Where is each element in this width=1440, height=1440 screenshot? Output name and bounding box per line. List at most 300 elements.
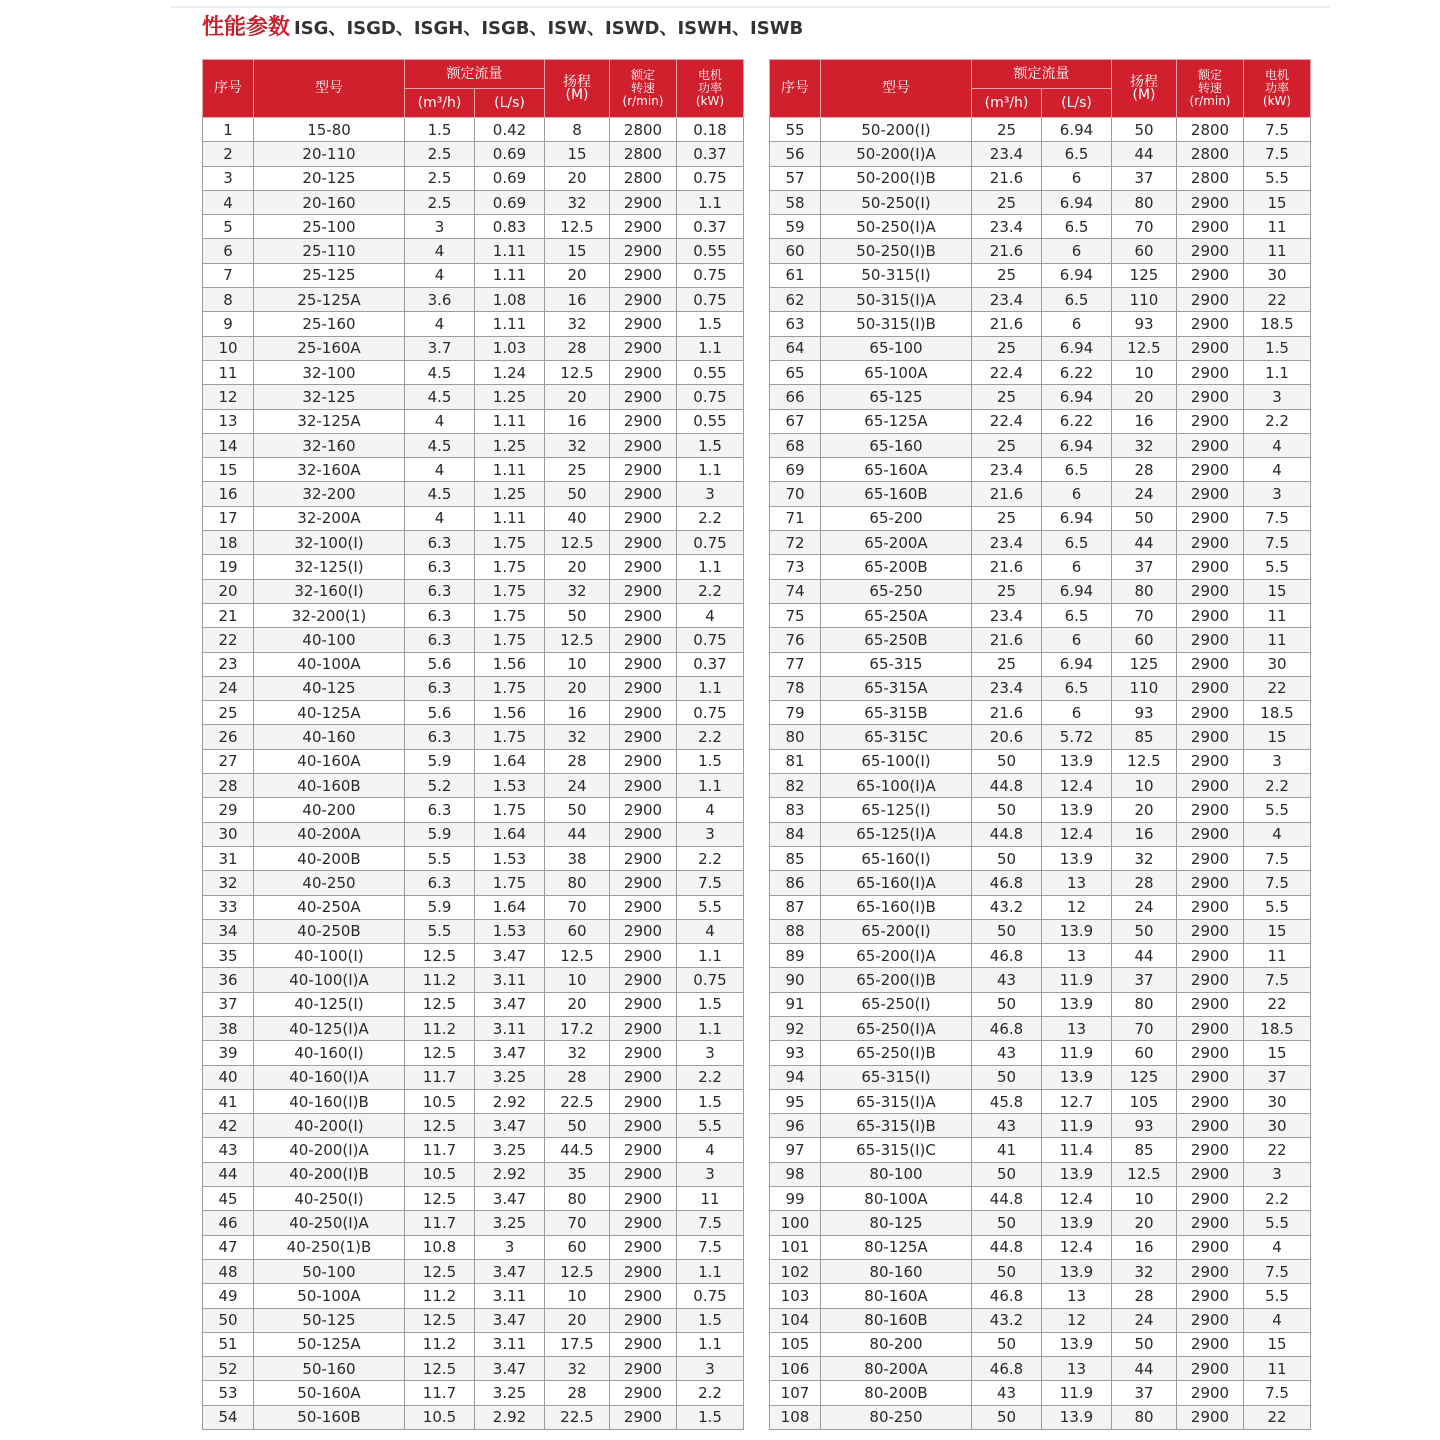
cell-speed: 2900 — [1177, 482, 1244, 506]
cell-head: 70 — [1112, 1016, 1177, 1040]
cell-head: 50 — [1112, 506, 1177, 530]
cell-power: 3 — [677, 1357, 744, 1381]
cell-flow-m3h: 23.4 — [972, 676, 1042, 700]
cell-flow-m3h: 45.8 — [972, 1089, 1042, 1113]
table-row — [203, 360, 744, 384]
cell-flow-m3h: 20.6 — [972, 725, 1042, 749]
cell-power: 5.5 — [1244, 555, 1311, 579]
header-flow-ls: (L/s) — [475, 89, 545, 118]
cell-flow-m3h: 25 — [972, 652, 1042, 676]
cell-flow-m3h: 50 — [972, 1332, 1042, 1356]
cell-flow-ls: 2.92 — [475, 1089, 545, 1113]
cell-power: 4 — [677, 919, 744, 943]
header-head-unit: (M) — [1132, 86, 1156, 103]
cell-flow-ls: 0.69 — [475, 190, 545, 214]
cell-power: 4 — [1244, 822, 1311, 846]
cell-flow-ls: 5.72 — [1042, 725, 1112, 749]
cell-model: 65-250 — [821, 579, 972, 603]
cell-model: 32-200A — [254, 506, 405, 530]
cell-speed: 2900 — [610, 1284, 677, 1308]
cell-flow-ls: 1.11 — [475, 409, 545, 433]
cell-seq: 43 — [203, 1138, 254, 1162]
cell-flow-m3h: 11.2 — [405, 968, 475, 992]
table-row — [770, 239, 1311, 263]
cell-head: 80 — [545, 871, 610, 895]
cell-flow-m3h: 11.7 — [405, 1065, 475, 1089]
cell-power: 11 — [1244, 603, 1311, 627]
table-row — [770, 919, 1311, 943]
cell-power: 7.5 — [1244, 531, 1311, 555]
cell-model: 50-315(I) — [821, 263, 972, 287]
cell-head: 16 — [545, 288, 610, 312]
cell-speed: 2900 — [610, 1162, 677, 1186]
cell-power: 2.2 — [677, 846, 744, 870]
cell-seq: 26 — [203, 725, 254, 749]
cell-flow-m3h: 4 — [405, 506, 475, 530]
cell-seq: 16 — [203, 482, 254, 506]
cell-speed: 2900 — [1177, 506, 1244, 530]
cell-power: 1.1 — [677, 944, 744, 968]
cell-power: 11 — [1244, 628, 1311, 652]
cell-power: 30 — [1244, 263, 1311, 287]
table-row — [203, 628, 744, 652]
cell-seq: 31 — [203, 846, 254, 870]
cell-head: 32 — [545, 433, 610, 457]
table-row — [203, 433, 744, 457]
cell-seq: 88 — [770, 919, 821, 943]
cell-model: 65-315(I)C — [821, 1138, 972, 1162]
cell-flow-ls: 6 — [1042, 555, 1112, 579]
cell-head: 50 — [545, 482, 610, 506]
cell-head: 44 — [1112, 531, 1177, 555]
cell-power: 0.37 — [677, 652, 744, 676]
table-row — [770, 458, 1311, 482]
table-row — [203, 506, 744, 530]
cell-head: 28 — [1112, 871, 1177, 895]
cell-head: 20 — [545, 166, 610, 190]
cell-head: 50 — [545, 798, 610, 822]
cell-flow-m3h: 25 — [972, 579, 1042, 603]
cell-model: 80-250 — [821, 1405, 972, 1429]
cell-seq: 37 — [203, 992, 254, 1016]
cell-flow-ls: 11.4 — [1042, 1138, 1112, 1162]
cell-model: 25-125 — [254, 263, 405, 287]
cell-model: 32-160A — [254, 458, 405, 482]
table-row — [770, 336, 1311, 360]
cell-power: 22 — [1244, 288, 1311, 312]
title-models: ISG、ISGD、ISGH、ISGB、ISW、ISWD、ISWH、ISWB — [294, 18, 804, 39]
cell-model: 65-315 — [821, 652, 972, 676]
cell-model: 65-250A — [821, 603, 972, 627]
cell-model: 50-200(I) — [821, 118, 972, 142]
cell-model: 50-160A — [254, 1381, 405, 1405]
cell-seq: 22 — [203, 628, 254, 652]
table-row — [203, 531, 744, 555]
cell-seq: 28 — [203, 774, 254, 798]
cell-head: 37 — [1112, 166, 1177, 190]
cell-seq: 68 — [770, 433, 821, 457]
cell-flow-m3h: 12.5 — [405, 1041, 475, 1065]
cell-flow-ls: 11.9 — [1042, 1041, 1112, 1065]
cell-power: 5.5 — [1244, 166, 1311, 190]
cell-flow-m3h: 12.5 — [405, 1114, 475, 1138]
cell-model: 80-160 — [821, 1259, 972, 1283]
cell-model: 40-160(I) — [254, 1041, 405, 1065]
header-speed-unit: (r/min) — [622, 94, 664, 108]
cell-flow-ls: 6 — [1042, 628, 1112, 652]
cell-flow-m3h: 50 — [972, 749, 1042, 773]
cell-speed: 2900 — [610, 992, 677, 1016]
cell-model: 65-160A — [821, 458, 972, 482]
cell-speed: 2900 — [1177, 628, 1244, 652]
cell-head: 28 — [1112, 458, 1177, 482]
cell-model: 20-125 — [254, 166, 405, 190]
cell-power: 3 — [677, 1041, 744, 1065]
cell-speed: 2900 — [610, 1089, 677, 1113]
table-row — [203, 579, 744, 603]
cell-head: 20 — [1112, 1211, 1177, 1235]
cell-power: 3 — [677, 822, 744, 846]
cell-flow-ls: 13.9 — [1042, 1405, 1112, 1429]
cell-flow-ls: 1.25 — [475, 385, 545, 409]
table-row — [203, 701, 744, 725]
cell-power: 0.75 — [677, 288, 744, 312]
cell-speed: 2900 — [610, 215, 677, 239]
cell-speed: 2900 — [1177, 1405, 1244, 1429]
cell-model: 40-160A — [254, 749, 405, 773]
cell-flow-ls: 13.9 — [1042, 919, 1112, 943]
cell-flow-ls: 1.11 — [475, 458, 545, 482]
spec-table-body-right — [770, 118, 1311, 1430]
cell-flow-ls: 1.64 — [475, 895, 545, 919]
cell-flow-m3h: 44.8 — [972, 1187, 1042, 1211]
cell-head: 70 — [1112, 215, 1177, 239]
cell-model: 40-250(1)B — [254, 1235, 405, 1259]
cell-seq: 100 — [770, 1211, 821, 1235]
header-power-line2: 功率 — [1264, 81, 1289, 95]
cell-seq: 103 — [770, 1284, 821, 1308]
cell-head: 70 — [545, 1211, 610, 1235]
cell-seq: 63 — [770, 312, 821, 336]
cell-power: 3 — [1244, 749, 1311, 773]
cell-seq: 97 — [770, 1138, 821, 1162]
cell-seq: 23 — [203, 652, 254, 676]
cell-flow-ls: 3.11 — [475, 968, 545, 992]
cell-seq: 8 — [203, 288, 254, 312]
cell-head: 32 — [545, 1357, 610, 1381]
cell-head: 60 — [545, 919, 610, 943]
cell-model: 40-250(I) — [254, 1187, 405, 1211]
cell-model: 40-125(I)A — [254, 1016, 405, 1040]
cell-power: 22 — [1244, 676, 1311, 700]
cell-flow-ls: 3.47 — [475, 944, 545, 968]
cell-flow-m3h: 25 — [972, 190, 1042, 214]
cell-seq: 74 — [770, 579, 821, 603]
cell-power: 4 — [677, 798, 744, 822]
cell-flow-ls: 6.5 — [1042, 676, 1112, 700]
cell-flow-ls: 6 — [1042, 312, 1112, 336]
cell-power: 15 — [1244, 1041, 1311, 1065]
cell-power: 7.5 — [677, 1235, 744, 1259]
cell-seq: 93 — [770, 1041, 821, 1065]
cell-flow-ls: 3.11 — [475, 1016, 545, 1040]
cell-flow-m3h: 4 — [405, 409, 475, 433]
cell-seq: 71 — [770, 506, 821, 530]
cell-speed: 2900 — [610, 482, 677, 506]
cell-flow-m3h: 1.5 — [405, 118, 475, 142]
header-head — [545, 60, 610, 118]
cell-seq: 73 — [770, 555, 821, 579]
header-power — [677, 60, 744, 118]
cell-seq: 62 — [770, 288, 821, 312]
cell-head: 28 — [1112, 1284, 1177, 1308]
cell-model: 65-250B — [821, 628, 972, 652]
cell-speed: 2900 — [610, 1259, 677, 1283]
cell-seq: 42 — [203, 1114, 254, 1138]
cell-flow-m3h: 11.7 — [405, 1381, 475, 1405]
cell-flow-m3h: 25 — [972, 433, 1042, 457]
cell-model: 50-250(I)B — [821, 239, 972, 263]
cell-power: 5.5 — [1244, 895, 1311, 919]
table-row — [770, 701, 1311, 725]
cell-head: 60 — [545, 1235, 610, 1259]
cell-speed: 2900 — [610, 1114, 677, 1138]
cell-flow-ls: 6.94 — [1042, 579, 1112, 603]
cell-speed: 2900 — [610, 725, 677, 749]
cell-flow-ls: 1.75 — [475, 676, 545, 700]
cell-model: 80-160A — [821, 1284, 972, 1308]
cell-flow-ls: 3.47 — [475, 992, 545, 1016]
cell-power: 1.1 — [677, 1259, 744, 1283]
cell-power: 1.5 — [1244, 336, 1311, 360]
table-row — [770, 1138, 1311, 1162]
cell-power: 1.1 — [677, 676, 744, 700]
table-row — [203, 312, 744, 336]
cell-power: 7.5 — [1244, 1381, 1311, 1405]
cell-flow-m3h: 21.6 — [972, 166, 1042, 190]
cell-head: 15 — [545, 239, 610, 263]
cell-speed: 2900 — [610, 506, 677, 530]
cell-power: 1.1 — [677, 1016, 744, 1040]
cell-seq: 47 — [203, 1235, 254, 1259]
cell-flow-ls: 12.4 — [1042, 774, 1112, 798]
cell-speed: 2900 — [1177, 1308, 1244, 1332]
cell-seq: 59 — [770, 215, 821, 239]
cell-head: 12.5 — [1112, 1162, 1177, 1186]
cell-power: 1.5 — [677, 992, 744, 1016]
cell-seq: 35 — [203, 944, 254, 968]
cell-power: 1.5 — [677, 749, 744, 773]
cell-speed: 2900 — [1177, 555, 1244, 579]
table-row — [203, 142, 744, 166]
cell-flow-m3h: 43 — [972, 968, 1042, 992]
cell-power: 3 — [677, 482, 744, 506]
table-row — [770, 1187, 1311, 1211]
cell-head: 24 — [1112, 895, 1177, 919]
cell-flow-m3h: 12.5 — [405, 1357, 475, 1381]
cell-head: 70 — [1112, 603, 1177, 627]
cell-seq: 102 — [770, 1259, 821, 1283]
cell-flow-ls: 6 — [1042, 701, 1112, 725]
cell-flow-m3h: 50 — [972, 1065, 1042, 1089]
header-speed — [1177, 60, 1244, 118]
cell-power: 7.5 — [1244, 968, 1311, 992]
cell-head: 12.5 — [1112, 749, 1177, 773]
cell-seq: 4 — [203, 190, 254, 214]
cell-seq: 82 — [770, 774, 821, 798]
cell-speed: 2900 — [1177, 749, 1244, 773]
table-row — [770, 652, 1311, 676]
cell-flow-ls: 12 — [1042, 1308, 1112, 1332]
cell-speed: 2900 — [1177, 1114, 1244, 1138]
cell-seq: 55 — [770, 118, 821, 142]
cell-flow-ls: 1.56 — [475, 701, 545, 725]
cell-speed: 2900 — [1177, 968, 1244, 992]
cell-seq: 54 — [203, 1405, 254, 1429]
cell-flow-ls: 3 — [475, 1235, 545, 1259]
table-row — [203, 385, 744, 409]
cell-head: 20 — [545, 992, 610, 1016]
cell-model: 40-200(I)A — [254, 1138, 405, 1162]
cell-head: 22.5 — [545, 1405, 610, 1429]
table-row — [203, 458, 744, 482]
cell-model: 40-200B — [254, 846, 405, 870]
cell-seq: 69 — [770, 458, 821, 482]
cell-flow-m3h: 46.8 — [972, 871, 1042, 895]
cell-flow-m3h: 12.5 — [405, 1308, 475, 1332]
cell-flow-m3h: 2.5 — [405, 166, 475, 190]
cell-flow-m3h: 12.5 — [405, 944, 475, 968]
cell-flow-ls: 12.7 — [1042, 1089, 1112, 1113]
cell-seq: 92 — [770, 1016, 821, 1040]
header-head-label: 扬程 — [1130, 73, 1158, 90]
cell-model: 32-200 — [254, 482, 405, 506]
cell-flow-ls: 13.9 — [1042, 749, 1112, 773]
table-row — [770, 360, 1311, 384]
cell-speed: 2900 — [1177, 312, 1244, 336]
cell-seq: 53 — [203, 1381, 254, 1405]
table-row — [203, 1357, 744, 1381]
cell-seq: 61 — [770, 263, 821, 287]
cell-model: 65-250(I) — [821, 992, 972, 1016]
cell-flow-m3h: 50 — [972, 1162, 1042, 1186]
cell-flow-ls: 3.25 — [475, 1381, 545, 1405]
cell-power: 11 — [1244, 944, 1311, 968]
cell-power: 1.1 — [1244, 360, 1311, 384]
cell-flow-m3h: 46.8 — [972, 1284, 1042, 1308]
cell-model: 65-315(I) — [821, 1065, 972, 1089]
cell-model: 40-125(I) — [254, 992, 405, 1016]
cell-flow-m3h: 23.4 — [972, 142, 1042, 166]
cell-flow-m3h: 5.2 — [405, 774, 475, 798]
cell-model: 50-160B — [254, 1405, 405, 1429]
cell-seq: 99 — [770, 1187, 821, 1211]
cell-power: 2.2 — [677, 1381, 744, 1405]
cell-flow-ls: 11.9 — [1042, 1114, 1112, 1138]
cell-seq: 1 — [203, 118, 254, 142]
header-speed-line2: 转速 — [630, 81, 655, 95]
cell-speed: 2900 — [1177, 239, 1244, 263]
cell-speed: 2900 — [610, 385, 677, 409]
cell-flow-m3h: 6.3 — [405, 798, 475, 822]
table-row — [203, 190, 744, 214]
table-row — [770, 1405, 1311, 1429]
cell-flow-m3h: 4 — [405, 458, 475, 482]
cell-seq: 106 — [770, 1357, 821, 1381]
cell-seq: 87 — [770, 895, 821, 919]
cell-flow-m3h: 10.8 — [405, 1235, 475, 1259]
cell-speed: 2900 — [610, 871, 677, 895]
cell-speed: 2800 — [1177, 166, 1244, 190]
cell-flow-ls: 2.92 — [475, 1405, 545, 1429]
header-seq: 序号 — [203, 60, 254, 118]
cell-flow-m3h: 6.3 — [405, 725, 475, 749]
cell-flow-ls: 3.25 — [475, 1065, 545, 1089]
cell-head: 10 — [545, 1284, 610, 1308]
cell-flow-ls: 6.94 — [1042, 336, 1112, 360]
cell-head: 44 — [1112, 1357, 1177, 1381]
cell-model: 65-160B — [821, 482, 972, 506]
cell-model: 40-100(I)A — [254, 968, 405, 992]
cell-head: 32 — [545, 1041, 610, 1065]
cell-power: 1.1 — [677, 1332, 744, 1356]
cell-head: 12.5 — [545, 360, 610, 384]
cell-speed: 2900 — [610, 531, 677, 555]
cell-head: 85 — [1112, 1138, 1177, 1162]
cell-model: 50-250(I) — [821, 190, 972, 214]
cell-head: 20 — [545, 555, 610, 579]
table-row — [770, 1016, 1311, 1040]
cell-flow-m3h: 50 — [972, 1259, 1042, 1283]
page-title — [202, 10, 803, 46]
cell-flow-ls: 1.75 — [475, 798, 545, 822]
cell-model: 65-160 — [821, 433, 972, 457]
cell-power: 30 — [1244, 1114, 1311, 1138]
cell-flow-ls: 1.24 — [475, 360, 545, 384]
cell-power: 0.75 — [677, 968, 744, 992]
table-row — [770, 555, 1311, 579]
cell-power: 1.5 — [677, 1089, 744, 1113]
cell-speed: 2900 — [1177, 652, 1244, 676]
cell-flow-ls: 6.94 — [1042, 118, 1112, 142]
cell-flow-m3h: 4.5 — [405, 360, 475, 384]
table-row — [770, 1308, 1311, 1332]
table-row — [203, 166, 744, 190]
cell-flow-ls: 11.9 — [1042, 968, 1112, 992]
cell-power: 2.2 — [677, 579, 744, 603]
cell-seq: 56 — [770, 142, 821, 166]
cell-head: 60 — [1112, 628, 1177, 652]
cell-head: 24 — [1112, 1308, 1177, 1332]
cell-flow-m3h: 4.5 — [405, 385, 475, 409]
cell-head: 28 — [545, 749, 610, 773]
cell-flow-ls: 6.5 — [1042, 531, 1112, 555]
cell-seq: 41 — [203, 1089, 254, 1113]
cell-flow-ls: 3.11 — [475, 1332, 545, 1356]
table-row — [770, 749, 1311, 773]
cell-head: 35 — [545, 1162, 610, 1186]
cell-model: 40-200(I)B — [254, 1162, 405, 1186]
cell-speed: 2900 — [610, 288, 677, 312]
cell-speed: 2900 — [1177, 992, 1244, 1016]
cell-seq: 66 — [770, 385, 821, 409]
table-row — [203, 288, 744, 312]
header-model: 型号 — [821, 60, 972, 118]
table-row — [203, 1162, 744, 1186]
table-row — [770, 871, 1311, 895]
cell-power: 5.5 — [1244, 1211, 1311, 1235]
cell-seq: 57 — [770, 166, 821, 190]
